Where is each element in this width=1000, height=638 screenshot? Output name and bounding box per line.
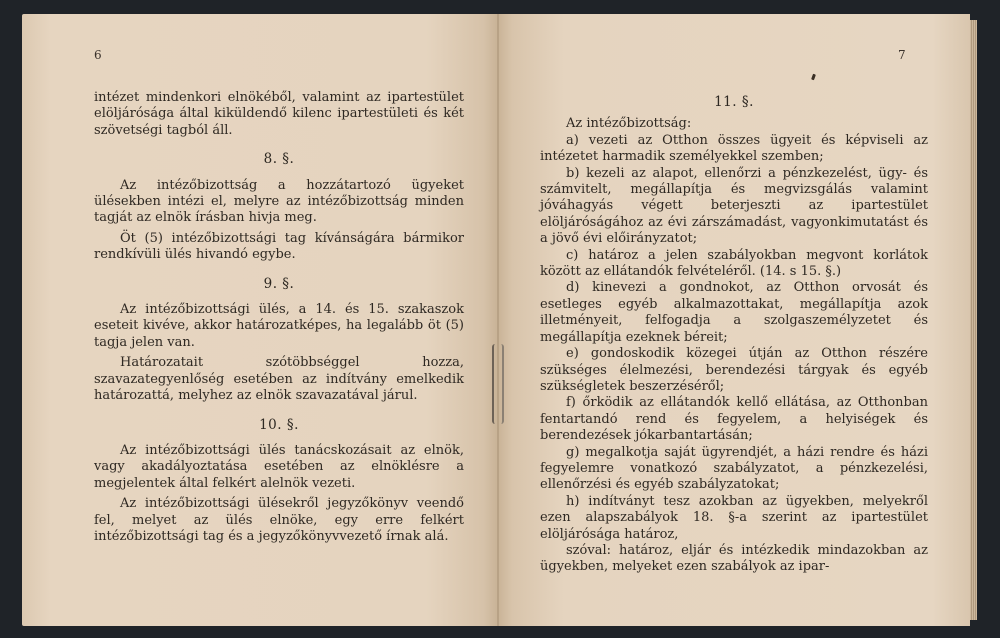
page-number-right: 7 [898, 48, 906, 62]
paragraph: Az intézőbizottság: [566, 116, 692, 132]
list-item: a) vezeti az Otthon összes ügyeit és képviseli az intézetet harmadik személyekkel szemben; [540, 132, 928, 165]
paragraph: intézet mindenkori elnökéből, valamint az ipartestület elöljárósága által kiküldendő kilenc ipartestületi és két szövetségi tagból áll. [94, 90, 464, 138]
book-spread [22, 14, 977, 626]
section-heading-8: 8. §. [263, 151, 295, 168]
paragraph: Öt (5) intézőbizottsági tag kívánságára bármikor rendkívüli ülés hivandó egybe. [94, 230, 464, 263]
page-edges [970, 20, 977, 620]
list-item: h) indítványt tesz azokban az ügyekben, melyekről ezen alapszabályok 18. §-a szerint az ipartestület elöljárósága határoz, [540, 493, 928, 542]
paragraph: Az intézőbizottsági ülés tanácskozásait az elnök, vagy akadályoztatása esetében az elnöklésre a megjelentek által felkért alelnök vezeti. [94, 442, 464, 491]
section-heading-9: 9. §. [263, 275, 295, 292]
right-page [498, 14, 970, 626]
list-item: f) őrködik az ellátandók kellő ellátása, az Otthonban fentartandó rend és fegyelem, a helyiségek és berendezések jókarbantartásán; [540, 395, 928, 444]
right-page-text [540, 94, 928, 576]
list-item: g) megalkotja saját ügyrendjét, a házi rendre és házi fegyelemre vonatkozó szabályzatot, a pénzkezelési, ellenőrzési és egyéb szabályzatokat; [540, 444, 928, 493]
paragraph: Az intézőbizottsági ülésekről jegyzőkönyv veendő fel, melyet az ülés elnöke, egy erre felkért intézőbizottsági tag és a jegyzőkönyvvezető írnak alá. [94, 496, 464, 544]
list-item: d) kinevezi a gondnokot, az Otthon orvosát és esetleges egyéb alkalmazottakat, megállapítja azok illetményeit, felfogadja a szolgaszemélyzetet és megállapítja ezeknek béreit; [540, 280, 928, 345]
page-number-left: 6 [94, 48, 102, 62]
list-item: b) kezeli az alapot, ellenőrzi a pénzkezelést, ügy- és számvitelt, megállapítja és megvizsgálás valamint jóváhagyás végett beterjeszti az ipartestület elöljáróságához az évi zárszámadást, vagyonkimutatást és a jövő évi előirányzatot; [540, 165, 928, 247]
list-item: e) gondoskodik közegei útján az Otthon részére szükséges élelmezési, berendezési tárgyak és egyéb szükségletek beszerzéséről; [540, 346, 928, 394]
section-heading-11: 11. §. [714, 94, 754, 110]
ink-mark [811, 74, 816, 81]
paragraph: Az intézőbizottsági ülés, a 14. és 15. szakaszok eseteit kivéve, akkor határozatképes, ha legalább öt (5) tagja jelen van. [94, 302, 464, 350]
book-gutter [497, 14, 499, 626]
left-page [22, 14, 498, 626]
paragraph: szóval: határoz, eljár és intézkedik mindazokban az ügyekben, melyeket ezen szabályok az ipar- [540, 542, 928, 575]
section-heading-10: 10. §. [259, 416, 299, 433]
paragraph: Az intézőbizottság a hozzátartozó ügyeket ülésekben intézi el, melyre az intézőbizottság minden tagját az elnök írásban hivja meg. [94, 177, 464, 226]
list-item: c) határoz a jelen szabályokban megvont korlátok között az ellátandók felvételéről. (14. s 15. §.) [540, 247, 928, 280]
paragraph: Határozatait szótöbbséggel hozza, szavazategyenlőség esetében az indítvány emelkedik határozattá, melyhez az elnök szavazatával járul. [94, 355, 464, 404]
left-page-text [94, 90, 464, 545]
binding-staple [492, 344, 504, 424]
